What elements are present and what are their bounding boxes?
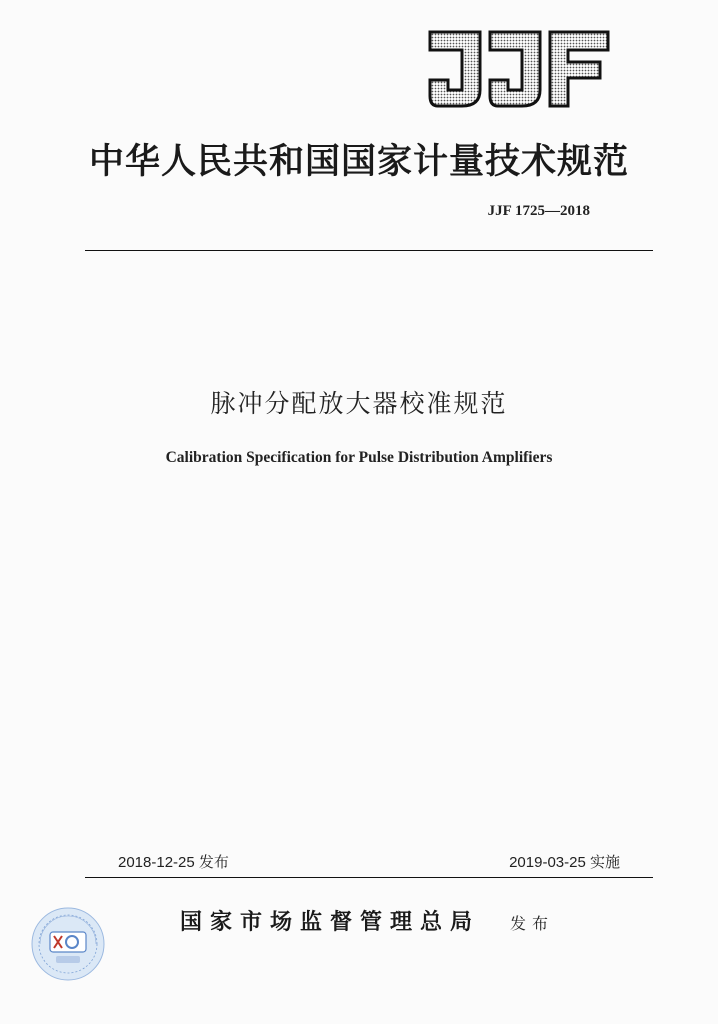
document-title-en: Calibration Specification for Pulse Distribution Amplifiers [165, 449, 553, 466]
anti-counterfeit-stamp-icon [30, 906, 106, 982]
jjf-logo [428, 30, 610, 108]
publisher-name: 国家市场监督管理总局 [180, 909, 481, 935]
implementation-date: 2019-03-25 实施 [509, 854, 620, 871]
publish-label: 发布 [510, 914, 555, 933]
document-title-cn: 脉冲分配放大器校准规范 [210, 389, 508, 418]
top-divider [85, 250, 653, 251]
standard-code: JJF 1725—2018 [487, 203, 590, 219]
bottom-divider [85, 877, 653, 878]
standard-series-title: 中华人民共和国国家计量技术规范 [88, 142, 629, 182]
issue-date: 2018-12-25 发布 [118, 854, 229, 871]
